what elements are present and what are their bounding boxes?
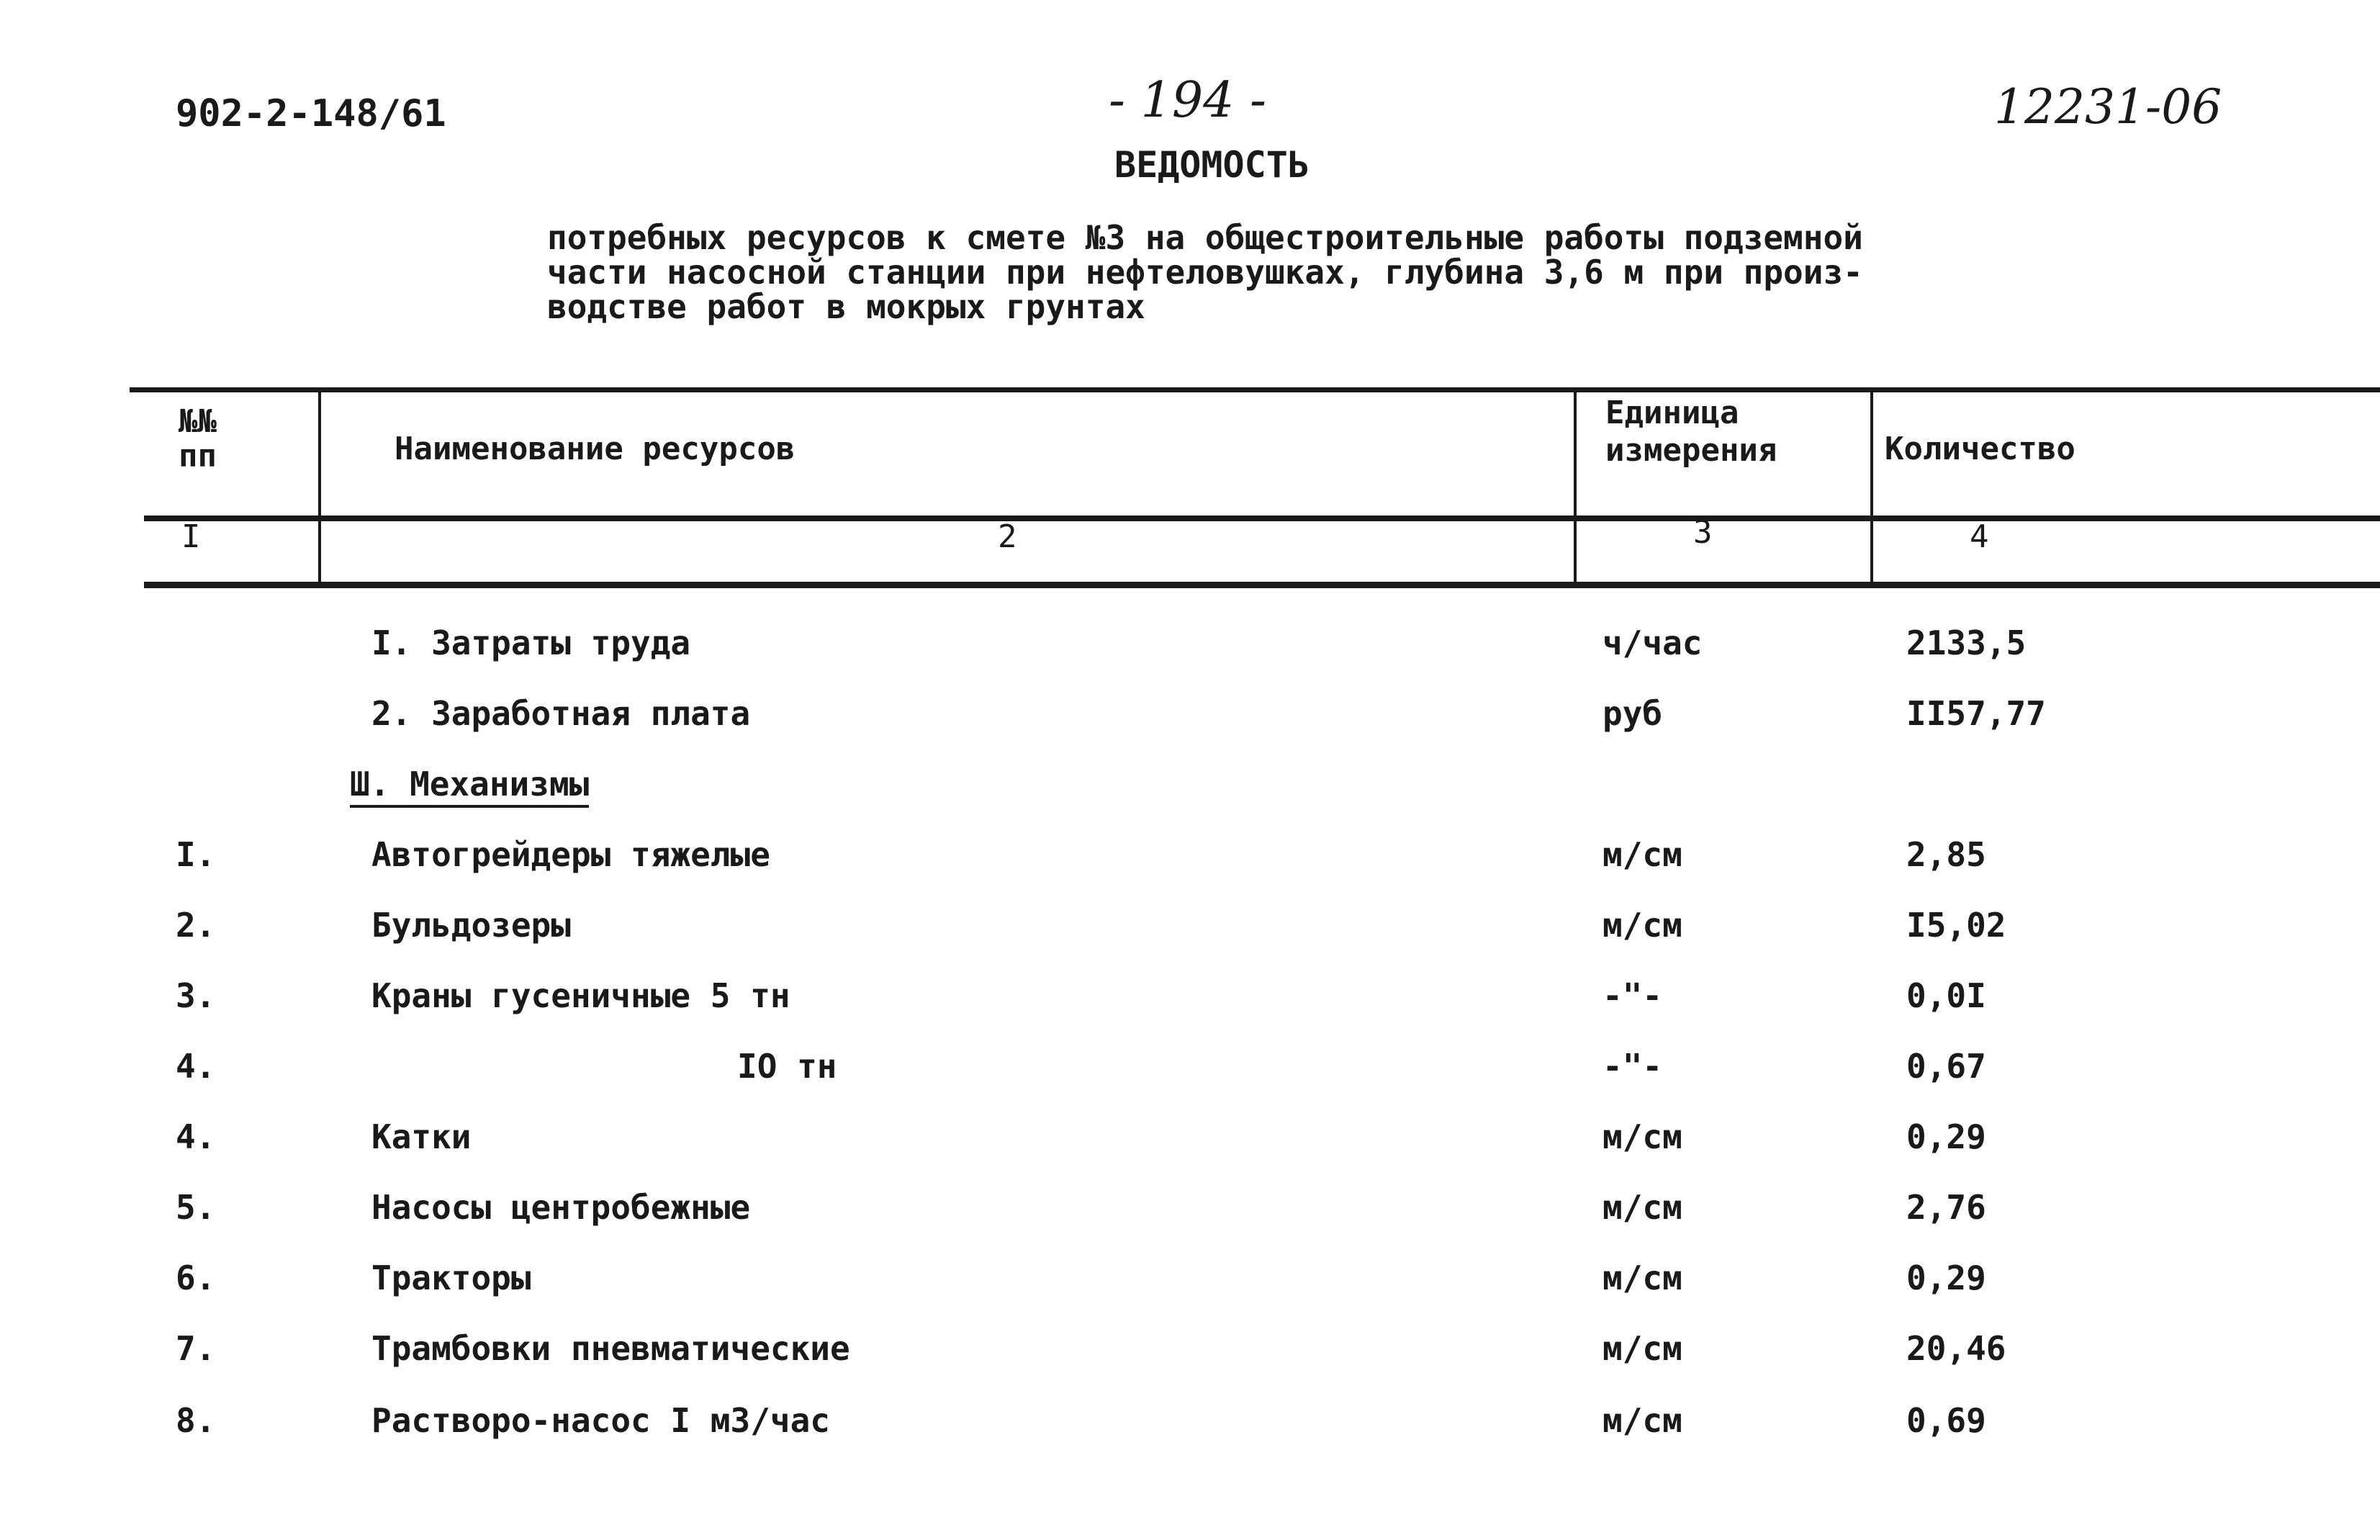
row-number: 2. (176, 906, 216, 945)
table-index-rule (144, 582, 2380, 588)
column-index: 4 (1970, 518, 1989, 555)
column-index: I (181, 518, 201, 555)
row-quantity: 0,69 (1906, 1401, 1986, 1440)
row-number: 5. (176, 1188, 216, 1227)
row-name: I. Затраты труда (371, 623, 691, 662)
row-name: Насосы центробежные (371, 1188, 751, 1227)
row-unit: м/см (1603, 1329, 1682, 1368)
row-quantity: II57,77 (1906, 694, 2046, 733)
row-quantity: 0,29 (1906, 1258, 1986, 1297)
row-name: IO тн (737, 1047, 837, 1086)
row-number: I. (176, 835, 216, 874)
column-header-quantity: Количество (1885, 431, 2075, 467)
row-quantity: 0,29 (1906, 1117, 1986, 1156)
row-number: 4. (176, 1047, 216, 1086)
row-unit: м/см (1603, 906, 1682, 945)
row-unit: м/см (1603, 1258, 1682, 1297)
document-code: 902-2-148/61 (176, 92, 446, 135)
row-unit: руб (1603, 694, 1663, 733)
subtitle-line: водстве работ в мокрых грунтах (547, 287, 1145, 326)
row-name: Тракторы (371, 1258, 531, 1297)
table-column-divider (318, 390, 321, 585)
document-subtitle (547, 220, 1863, 324)
subtitle-line: потребных ресурсов к смете №3 на общестроительные работы подземной (547, 218, 1863, 257)
row-quantity: 0,0I (1906, 976, 1986, 1015)
reference-number: 12231-06 (1994, 79, 2222, 135)
table-column-divider (1870, 390, 1873, 585)
row-name: Трамбовки пневматические (371, 1329, 850, 1368)
subtitle-line: части насосной станции при нефтеловушках, глубина 3,6 м при произ- (547, 253, 1863, 292)
page-number: - 194 - (1109, 72, 1266, 129)
row-unit: -"- (1603, 976, 1663, 1015)
section-heading: Ш. Механизмы (350, 765, 589, 808)
column-index: 3 (1693, 514, 1713, 551)
row-number: 7. (176, 1329, 216, 1368)
row-number: 8. (176, 1401, 216, 1440)
row-name: Автогрейдеры тяжелые (371, 835, 770, 874)
row-unit: м/см (1603, 1188, 1682, 1227)
row-quantity: 20,46 (1906, 1329, 2006, 1368)
row-unit: м/см (1603, 1401, 1682, 1440)
row-name: Катки (371, 1117, 472, 1156)
row-name: Краны гусеничные 5 тн (371, 976, 790, 1015)
table-top-rule (130, 387, 2380, 392)
row-unit: -"- (1603, 1047, 1663, 1086)
row-unit: м/см (1603, 1117, 1682, 1156)
row-number: 3. (176, 976, 216, 1015)
row-name: Растворо-насос I м3/час (371, 1401, 830, 1440)
row-quantity: 2,76 (1906, 1188, 1986, 1227)
table-column-divider (1574, 390, 1577, 585)
table-header-rule (144, 515, 2380, 521)
row-quantity: I5,02 (1906, 906, 2006, 945)
document-title: ВЕДОМОСТЬ (1114, 144, 1310, 186)
row-unit: ч/час (1603, 623, 1703, 662)
row-name: 2. Заработная плата (371, 694, 751, 733)
row-quantity: 0,67 (1906, 1047, 1986, 1086)
column-header-unit: Единица измерения (1605, 395, 1777, 469)
column-index: 2 (998, 518, 1017, 555)
row-quantity: 2,85 (1906, 835, 1986, 874)
row-name: Бульдозеры (371, 906, 571, 945)
row-quantity: 2133,5 (1906, 623, 2027, 662)
row-number: 4. (176, 1117, 216, 1156)
column-header-number: №№ пп (179, 403, 217, 474)
row-number: 6. (176, 1258, 216, 1297)
row-unit: м/см (1603, 835, 1682, 874)
column-header-name: Наименование ресурсов (395, 431, 795, 467)
